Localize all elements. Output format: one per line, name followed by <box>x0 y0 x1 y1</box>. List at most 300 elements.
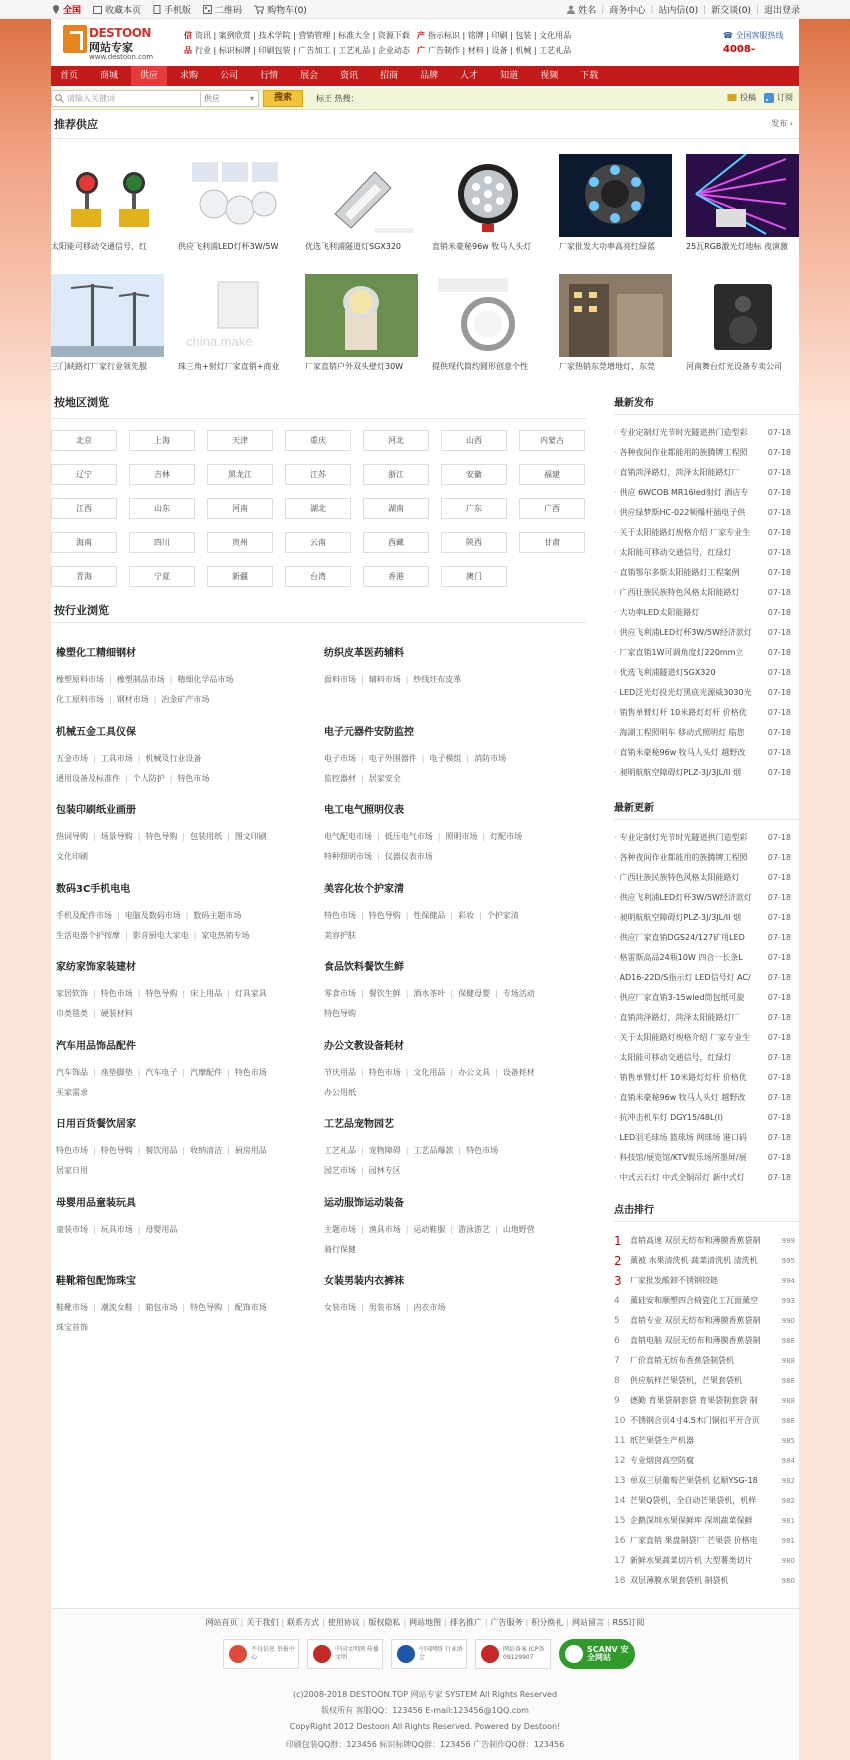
news-item[interactable] <box>614 828 799 848</box>
nav-item[interactable]: 公司 <box>220 71 239 81</box>
rank-title[interactable]: 单双三层葡萄芒果袋机 亿顺YSG-18 <box>630 1476 758 1485</box>
industry-group-title[interactable]: 机械五金工具仪保 <box>56 726 136 738</box>
product-caption[interactable]: 直销米豪秘96w 牧马人头灯 <box>432 242 532 251</box>
industry-link[interactable]: 特色市场 <box>100 989 133 998</box>
area-item[interactable]: 贵州 <box>207 532 273 553</box>
nav-item[interactable]: 视频 <box>540 71 559 81</box>
news-title[interactable]: · 格雷斯高品24瓶10W 四合一长条L <box>614 948 764 968</box>
nav-item[interactable]: 品牌 <box>420 71 439 81</box>
area-item[interactable]: 辽宁 <box>51 464 117 485</box>
product-image[interactable] <box>178 274 291 357</box>
news-item[interactable] <box>614 1128 799 1148</box>
news-title[interactable]: · 广西壮族民族特色风格太阳能路灯 <box>614 868 764 888</box>
product-card[interactable] <box>51 154 164 252</box>
rank-item[interactable] <box>614 1451 799 1471</box>
news-item[interactable] <box>614 483 799 503</box>
industry-link[interactable]: 特色市场 <box>56 1146 88 1155</box>
news-title[interactable]: · 优选飞利浦隧道灯SGX320 <box>614 663 764 683</box>
product-image[interactable] <box>305 274 418 357</box>
industry-link[interactable]: 厨房用品 <box>234 1146 267 1155</box>
industry-link[interactable]: 面料市场 <box>324 675 356 684</box>
product-image[interactable] <box>686 274 799 357</box>
area-item[interactable]: 四川 <box>129 532 195 553</box>
news-title[interactable]: · 直销鄂尔多斯太阳能路灯工程案例 <box>614 563 764 583</box>
industry-link[interactable]: 辅料市场 <box>368 675 401 684</box>
industry-link[interactable]: 特色市场 <box>234 1067 267 1077</box>
product-image[interactable] <box>432 154 545 237</box>
industry-group-title[interactable]: 运动服饰运动装备 <box>324 1197 404 1209</box>
nav-item[interactable]: 下载 <box>580 71 599 81</box>
industry-link[interactable]: 灯具家具 <box>234 989 267 998</box>
product-card[interactable] <box>559 274 672 372</box>
news-title[interactable]: · 抗冲击机车灯 DGY15/48L(I) <box>614 1108 764 1128</box>
industry-link[interactable]: 特色市场 <box>466 1146 499 1155</box>
rank-item[interactable] <box>614 1351 799 1371</box>
industry-link[interactable]: 电气配电市场 <box>324 832 372 841</box>
news-title[interactable]: · 供应绿梦斯HC-022频爆杆插电子供 <box>614 503 764 523</box>
industry-link[interactable]: 特色导购 <box>324 1009 356 1018</box>
industry-link[interactable]: 特色导购 <box>190 1303 223 1312</box>
news-title[interactable]: · 供应厂家直销DGS24/127矿用LED <box>614 928 764 948</box>
footer-link[interactable]: 联系方式 <box>287 1618 320 1627</box>
header-links-row4[interactable]: 广 广告制作 | 材料 | 设备 | 机械 | 工艺礼品 <box>417 46 572 55</box>
product-caption[interactable]: 厂家直销户外双头壁灯30W <box>305 362 404 371</box>
industry-group-title[interactable]: 纺织皮革医药辅料 <box>324 648 404 659</box>
rank-title[interactable]: 新鲜水果蔬菜切片机 大型薯类切片 <box>630 1556 753 1565</box>
industry-link[interactable]: 精细化学品市场 <box>177 675 234 684</box>
industry-link[interactable]: 照明市场 <box>445 832 478 841</box>
product-image[interactable] <box>432 274 545 357</box>
news-item[interactable] <box>614 683 799 703</box>
business-center-link[interactable]: 商务中心 <box>609 6 646 16</box>
nav-item[interactable]: 商城 <box>100 71 119 81</box>
rank-item[interactable] <box>614 1231 799 1251</box>
area-item[interactable]: 台湾 <box>285 566 351 587</box>
product-card[interactable] <box>686 274 799 372</box>
industry-link[interactable]: 五金市场 <box>56 753 88 763</box>
mobile-link[interactable]: 手机版 <box>153 3 191 16</box>
industry-group-title[interactable]: 电子元器件安防监控 <box>324 726 414 738</box>
industry-link[interactable]: 性保健品 <box>413 910 446 920</box>
industry-link[interactable]: 保健母婴 <box>458 989 491 998</box>
news-item[interactable] <box>614 443 799 463</box>
industry-group-title[interactable]: 电工电气照明仪表 <box>324 805 404 816</box>
news-item[interactable] <box>614 463 799 483</box>
nav-item[interactable]: 求购 <box>180 71 199 81</box>
footer-link[interactable]: 使用协议 <box>327 1618 360 1627</box>
industry-group-title[interactable]: 女装男装内衣裤袜 <box>324 1276 404 1287</box>
news-item[interactable] <box>614 888 799 908</box>
news-title[interactable]: · 海湖工程照明车 移动式照明灯 临您 <box>614 723 764 743</box>
area-item[interactable]: 黑龙江 <box>207 464 273 485</box>
news-item[interactable] <box>614 1168 799 1188</box>
rank-item[interactable] <box>614 1511 799 1531</box>
industry-link[interactable]: 汽车饰品 <box>56 1067 88 1077</box>
product-image[interactable] <box>559 274 672 357</box>
rank-item[interactable] <box>614 1471 799 1491</box>
industry-link[interactable]: 特色导购 <box>368 910 401 920</box>
area-item[interactable]: 内蒙古 <box>519 430 585 451</box>
industry-link[interactable]: 低压电气市场 <box>384 832 433 841</box>
product-image[interactable] <box>305 154 418 237</box>
nav-item[interactable]: 人才 <box>460 71 479 81</box>
area-item[interactable]: 江西 <box>51 498 117 519</box>
news-title[interactable]: · 供应飞利浦LED灯杯3W/5W经济款灯 <box>614 888 764 908</box>
area-item[interactable]: 山西 <box>441 430 507 451</box>
rank-item[interactable] <box>614 1431 799 1451</box>
news-item[interactable] <box>614 703 799 723</box>
area-item[interactable]: 山东 <box>129 498 195 519</box>
industry-link[interactable]: 工艺品爆款 <box>413 1146 454 1155</box>
product-card[interactable] <box>178 154 291 252</box>
area-item[interactable]: 湖北 <box>285 498 351 519</box>
industry-link[interactable]: 座垫脚垫 <box>100 1067 133 1077</box>
news-title[interactable]: · 直销米豪秘96w 牧马人头灯 越野改 <box>614 1088 764 1108</box>
news-item[interactable] <box>614 603 799 623</box>
news-item[interactable] <box>614 1068 799 1088</box>
industry-group-title[interactable]: 汽车用品饰品配件 <box>56 1040 136 1052</box>
industry-link[interactable]: 场景导购 <box>100 832 133 841</box>
product-card[interactable] <box>432 274 545 372</box>
product-card[interactable] <box>686 154 799 252</box>
product-image[interactable] <box>178 154 291 237</box>
industry-link[interactable]: 电子市场 <box>324 753 356 763</box>
qrcode-link[interactable]: 二维码 <box>203 3 242 16</box>
industry-link[interactable]: 设备耗材 <box>502 1067 535 1077</box>
industry-group-title[interactable]: 家纺家饰家装建材 <box>56 962 136 973</box>
product-image[interactable] <box>559 154 672 237</box>
footer-link[interactable]: 积分换礼 <box>531 1618 564 1627</box>
badge-anti-fraud[interactable]: 不良信息 举报中心 <box>223 1639 299 1669</box>
news-title[interactable]: · 各种夜间作业都能用的族腾牌工程照 <box>614 443 764 463</box>
area-item[interactable]: 宁夏 <box>129 566 195 587</box>
industry-link[interactable]: 床上用品 <box>190 989 223 998</box>
rank-item[interactable] <box>614 1311 799 1331</box>
news-item[interactable] <box>614 1048 799 1068</box>
rank-item[interactable] <box>614 1331 799 1351</box>
industry-link[interactable]: 特色导购 <box>100 1146 133 1155</box>
industry-group-title[interactable]: 母婴用品童装玩具 <box>56 1197 136 1209</box>
industry-link[interactable]: 鞋靴市场 <box>56 1303 88 1312</box>
product-caption[interactable]: 珠三角+射灯厂家直销+商业 <box>178 362 280 371</box>
industry-link[interactable]: 家电热销专场 <box>201 930 250 940</box>
industry-link[interactable]: 橡塑制品市场 <box>116 675 165 684</box>
industry-link[interactable]: 彩妆 <box>458 910 475 920</box>
industry-link[interactable]: 园林专区 <box>368 1166 401 1175</box>
news-title[interactable]: · 专业定制灯光节时光隧道拱门造型彩 <box>614 423 764 443</box>
footer-link[interactable]: 网站首页 <box>205 1618 238 1627</box>
rank-title[interactable]: 厂家直销 果盘制袋厂 芒果袋 价格电 <box>630 1536 758 1545</box>
news-title[interactable]: · LED泛光灯投光灯黑底光源威3030光 <box>614 683 764 703</box>
news-item[interactable] <box>614 563 799 583</box>
industry-link[interactable]: 骑行保健 <box>324 1244 356 1254</box>
post-link[interactable]: 发布 › <box>771 119 793 128</box>
industry-group-title[interactable]: 工艺品宠物园艺 <box>324 1119 394 1130</box>
news-item[interactable] <box>614 663 799 683</box>
news-item[interactable] <box>614 848 799 868</box>
industry-link[interactable]: 童装市场 <box>56 1224 88 1234</box>
area-item[interactable]: 云南 <box>285 532 351 553</box>
industry-link[interactable]: 手机及配件市场 <box>56 910 112 920</box>
news-item[interactable] <box>614 503 799 523</box>
industry-link[interactable]: 工具市场 <box>100 753 133 763</box>
area-item[interactable]: 吉林 <box>129 464 195 485</box>
product-caption[interactable]: 优选飞利浦隧道灯SGX320 <box>305 242 402 251</box>
news-title[interactable]: · 直销菏泽路灯，菏泽太阳能路灯厂 <box>614 1008 764 1028</box>
industry-link[interactable]: 居家日用 <box>56 1166 88 1175</box>
rank-title[interactable]: 直销高速 双层无纺布和薄膜香蕉袋制 <box>630 1236 761 1245</box>
nav-item[interactable]: 招商 <box>380 71 399 81</box>
industry-link[interactable]: 工艺礼品 <box>324 1146 356 1155</box>
industry-link[interactable]: 特色导购 <box>145 832 178 841</box>
news-item[interactable] <box>614 643 799 663</box>
industry-group-title[interactable]: 包装印刷纸业画册 <box>56 805 136 816</box>
industry-link[interactable]: 钢材市场 <box>116 695 149 704</box>
news-title[interactable]: · 供应飞利浦LED灯杯3W/5W经济款灯 <box>614 623 764 643</box>
news-title[interactable]: · 广西壮族民族特色风格太阳能路灯 <box>614 583 764 603</box>
area-item[interactable]: 安徽 <box>441 464 507 485</box>
industry-link[interactable]: 女装市场 <box>324 1303 356 1312</box>
logout-link[interactable]: 退出登录 <box>763 6 800 16</box>
area-item[interactable]: 甘肃 <box>519 532 585 553</box>
news-title[interactable]: · 直销米豪秘96w 牧马人头灯 越野改 <box>614 743 764 763</box>
area-item[interactable]: 浙江 <box>363 464 429 485</box>
rank-title[interactable]: 厂家批发酸卸不锈钢铰链 <box>630 1276 718 1285</box>
area-item[interactable]: 新疆 <box>207 566 273 587</box>
industry-link[interactable]: 母婴用品 <box>145 1224 178 1234</box>
industry-link[interactable]: 美容护肤 <box>324 930 356 940</box>
industry-link[interactable]: 特色导购 <box>145 989 178 998</box>
footer-link[interactable]: 版权隐私 <box>368 1618 401 1627</box>
search-input[interactable]: 请输入关键词 <box>51 90 201 107</box>
industry-link[interactable]: 通用设备及标准件 <box>56 773 120 783</box>
news-item[interactable] <box>614 763 799 783</box>
industry-link[interactable]: 巾类毯类 <box>56 1009 88 1018</box>
news-title[interactable]: · 直销菏泽路灯，菏泽太阳能路灯厂 <box>614 463 764 483</box>
industry-link[interactable]: 宠物障碍 <box>368 1146 401 1155</box>
rank-item[interactable] <box>614 1411 799 1431</box>
home-link[interactable]: 全国 <box>52 3 81 16</box>
industry-link[interactable]: 零食市场 <box>324 989 356 998</box>
footer-link[interactable]: 排名推广 <box>449 1618 482 1627</box>
industry-link[interactable]: 监控器材 <box>324 773 356 783</box>
product-caption[interactable]: 河南舞台灯光设备专卖公司 <box>686 362 782 371</box>
industry-link[interactable]: 灯配市场 <box>490 832 523 841</box>
news-item[interactable] <box>614 1008 799 1028</box>
industry-link[interactable]: 渔具市场 <box>368 1224 401 1234</box>
rank-item[interactable] <box>614 1271 799 1291</box>
industry-link[interactable]: 图文印刷 <box>234 832 267 841</box>
area-item[interactable]: 香港 <box>363 566 429 587</box>
industry-link[interactable]: 个护家清 <box>486 910 519 920</box>
industry-link[interactable]: 配饰市场 <box>234 1303 267 1312</box>
rank-title[interactable]: 纸芒果袋生产机器 <box>630 1436 694 1445</box>
industry-group-title[interactable]: 办公文教设备耗材 <box>324 1040 404 1052</box>
industry-link[interactable]: 山地野营 <box>502 1224 535 1234</box>
news-title[interactable]: · 供应 6WCOB MR16led射灯 酒店专 <box>614 483 764 503</box>
industry-link[interactable]: 电子外围器件 <box>368 753 417 763</box>
rank-title[interactable]: 专业烟囱高空防腐 <box>630 1456 694 1465</box>
news-title[interactable]: · 昶明航航空障碍灯PLZ-3J/3JL/II 烟 <box>614 908 764 928</box>
news-item[interactable] <box>614 583 799 603</box>
industry-link[interactable]: 游泳游艺 <box>458 1224 491 1234</box>
header-links-row3[interactable]: 产 指示标识 | 铭牌 | 印刷 | 包装 | 文化用品 <box>417 31 572 40</box>
industry-link[interactable]: 电子模组 <box>429 753 462 763</box>
footer-link[interactable]: 网站留言 <box>571 1618 604 1627</box>
badge-net-society[interactable]: 中国网络 行业协会 <box>391 1639 467 1669</box>
news-item[interactable] <box>614 928 799 948</box>
industry-link[interactable]: 节庆用品 <box>324 1067 356 1077</box>
rank-item[interactable] <box>614 1551 799 1571</box>
nav-item[interactable]: 首页 <box>60 71 79 81</box>
site-logo[interactable]: DESTOON 网站专家 www.destoon.com <box>63 25 153 63</box>
industry-link[interactable]: 包装用纸 <box>190 832 223 841</box>
industry-link[interactable]: 专场活动 <box>502 989 535 998</box>
industry-group-title[interactable]: 食品饮料餐饮生鲜 <box>324 962 404 973</box>
product-card[interactable] <box>305 274 418 372</box>
industry-link[interactable]: 玩具市场 <box>100 1224 133 1234</box>
nav-item[interactable]: 知道 <box>500 71 519 81</box>
area-item[interactable]: 北京 <box>51 430 117 451</box>
area-item[interactable]: 河南 <box>207 498 273 519</box>
industry-link[interactable]: 橡塑原料市场 <box>56 675 104 684</box>
subscribe-link[interactable]: 订阅 <box>764 92 793 103</box>
industry-link[interactable]: 买家需求 <box>56 1087 88 1097</box>
industry-group-title[interactable]: 橡塑化工精细钢材 <box>56 648 136 659</box>
industry-link[interactable]: 内衣市场 <box>413 1303 446 1312</box>
news-title[interactable]: · 太阳能可移动交通信号，红绿灯 <box>614 1048 764 1068</box>
rank-item[interactable] <box>614 1291 799 1311</box>
industry-link[interactable]: 办公文具 <box>458 1067 491 1077</box>
news-title[interactable]: · LED羽毛球场 篮球场 网球场 港口码 <box>614 1128 764 1148</box>
news-title[interactable]: · 销售单臂灯杆 10米路灯灯杆 价格优 <box>614 703 764 723</box>
area-item[interactable]: 广西 <box>519 498 585 519</box>
area-item[interactable]: 河北 <box>363 430 429 451</box>
product-caption[interactable]: 厂家批发大功率高亮红绿蓝 <box>559 242 655 251</box>
news-item[interactable] <box>614 868 799 888</box>
area-item[interactable]: 海南 <box>51 532 117 553</box>
nav-item[interactable]: 供应 <box>131 66 167 86</box>
news-title[interactable]: · 关于太阳能路灯规格介绍 厂家专业生 <box>614 1028 764 1048</box>
industry-link[interactable]: 消防市场 <box>474 753 507 763</box>
industry-link[interactable]: 个人防护 <box>132 773 165 783</box>
news-item[interactable] <box>614 948 799 968</box>
header-links-row2[interactable]: 品 行业 | 标识标牌 | 印刷包装 | 广告加工 | 工艺礼品 | 企业动态 <box>184 46 410 55</box>
industry-link[interactable]: 冶金矿产市场 <box>161 695 210 704</box>
industry-link[interactable]: 硬装材料 <box>100 1009 133 1018</box>
bookmark-link[interactable]: 收藏本页 <box>93 3 141 16</box>
area-item[interactable]: 广东 <box>441 498 507 519</box>
industry-link[interactable]: 特色市场 <box>177 773 210 783</box>
rank-item[interactable] <box>614 1571 799 1591</box>
news-item[interactable] <box>614 988 799 1008</box>
industry-link[interactable]: 酒水茶叶 <box>413 989 446 998</box>
industry-link[interactable]: 主题市场 <box>324 1224 356 1234</box>
product-card[interactable] <box>305 154 418 252</box>
industry-link[interactable]: 电脑及数码市场 <box>124 910 181 920</box>
industry-link[interactable]: 办公用纸 <box>324 1087 356 1097</box>
nav-item[interactable]: 资讯 <box>340 71 359 81</box>
industry-link[interactable]: 园艺市场 <box>324 1166 356 1175</box>
industry-link[interactable]: 运动鞋服 <box>413 1224 446 1234</box>
header-links-row1[interactable]: 信 资讯 | 案例欣赏 | 技术学院 | 营销管理 | 标准大全 | 资源下载 <box>184 31 410 40</box>
industry-link[interactable]: 餐饮用品 <box>145 1146 178 1155</box>
product-card[interactable] <box>51 274 164 372</box>
industry-link[interactable]: 餐饮生鲜 <box>368 989 401 998</box>
area-item[interactable]: 天津 <box>207 430 273 451</box>
news-item[interactable] <box>614 1028 799 1048</box>
submit-link[interactable]: 投稿 <box>727 92 756 103</box>
industry-link[interactable]: 数码主题市场 <box>193 910 242 920</box>
industry-link[interactable]: 汽车电子 <box>145 1067 178 1077</box>
footer-link[interactable]: 关于我们 <box>246 1618 279 1627</box>
product-card[interactable] <box>178 274 291 372</box>
area-item[interactable]: 青海 <box>51 566 117 587</box>
news-item[interactable] <box>614 543 799 563</box>
industry-group-title[interactable]: 数码3C手机电电 <box>56 883 131 895</box>
industry-group-title[interactable]: 鞋靴箱包配饰珠宝 <box>56 1276 136 1287</box>
news-item[interactable] <box>614 523 799 543</box>
industry-link[interactable]: 汽摩配件 <box>190 1067 223 1077</box>
footer-link[interactable]: RSS订阅 <box>612 1618 645 1627</box>
rank-title[interactable]: 厂价直销无纺布香蕉袋制袋机 <box>630 1356 734 1365</box>
news-title[interactable]: · 厂家直销1W可调角度灯220mm立 <box>614 643 764 663</box>
industry-link[interactable]: 文化印刷 <box>56 852 88 861</box>
product-image[interactable] <box>51 274 164 357</box>
news-title[interactable]: · 中式云石灯 中式全铜吊灯 新中式灯 <box>614 1168 764 1188</box>
rank-item[interactable] <box>614 1251 799 1271</box>
news-title[interactable]: · 专业定制灯光节时光隧道拱门造型彩 <box>614 828 764 848</box>
industry-link[interactable]: 家居软饰 <box>56 989 88 998</box>
product-caption[interactable]: 厂家热销东莞增地灯，东莞 <box>559 362 655 371</box>
search-button[interactable]: 搜索 <box>263 90 303 107</box>
industry-link[interactable]: 特种照明市场 <box>324 852 372 861</box>
nav-item[interactable]: 行情 <box>260 71 279 81</box>
industry-link[interactable]: 生活电器个护按摩 <box>56 930 120 940</box>
product-card[interactable] <box>559 154 672 252</box>
industry-link[interactable]: 纱线坯布皮革 <box>413 675 462 684</box>
rank-title[interactable]: 薰被 水果清洗机 蔬菜清洗机 清洗机 <box>630 1256 758 1265</box>
news-title[interactable]: · 科技馆/展览馆/KTV娱乐场所墨屏/展 <box>614 1148 764 1168</box>
chat-link[interactable]: 新交谈(0) <box>711 6 751 16</box>
industry-link[interactable]: 收纳清洁 <box>190 1146 223 1155</box>
industry-link[interactable]: 影音厨电大家电 <box>132 930 189 940</box>
rank-title[interactable]: 直销电脑 双层无纺布和薄膜香蕉袋制 <box>630 1336 761 1345</box>
rank-item[interactable] <box>614 1491 799 1511</box>
industry-link[interactable]: 化工原料市场 <box>56 695 104 704</box>
industry-link[interactable]: 热词导购 <box>56 832 88 841</box>
industry-link[interactable]: 特色市场 <box>368 1067 401 1077</box>
badge-civilization[interactable]: 中国文明网 传播文明 <box>307 1639 383 1669</box>
user-link[interactable]: 姓名 <box>567 3 596 16</box>
news-item[interactable] <box>614 908 799 928</box>
industry-group-title[interactable]: 美容化妆个护家清 <box>324 883 404 895</box>
nav-item[interactable]: 展会 <box>300 71 319 81</box>
news-item[interactable] <box>614 423 799 443</box>
footer-link[interactable]: 网站地图 <box>409 1618 442 1627</box>
product-caption[interactable]: 三门峡路灯厂家行业领先服 <box>51 362 147 371</box>
messages-link[interactable]: 站内信(0) <box>658 6 699 16</box>
badge-icp[interactable]: 网站备案 ICP备09129907 <box>475 1639 551 1669</box>
area-item[interactable]: 澳门 <box>441 566 507 587</box>
product-card[interactable] <box>432 154 545 252</box>
industry-group-title[interactable]: 日用百货餐饮居家 <box>56 1119 136 1130</box>
news-item[interactable] <box>614 968 799 988</box>
footer-link[interactable]: 广告服务 <box>490 1618 523 1627</box>
rank-title[interactable]: 芒果Q袋机，全自动芒果袋机，机样 <box>630 1496 757 1505</box>
product-caption[interactable]: 25瓦RGB激光灯地标 夜演激 <box>686 242 788 251</box>
industry-link[interactable]: 男装市场 <box>368 1303 401 1312</box>
